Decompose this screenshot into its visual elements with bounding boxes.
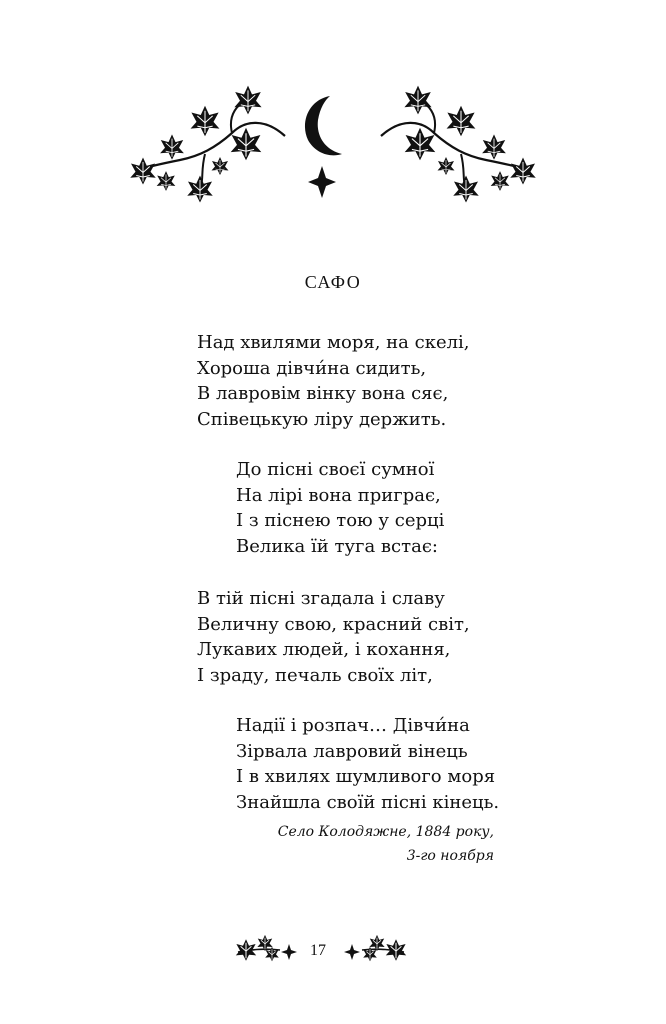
dateline	[278, 820, 494, 868]
page-number: 17	[310, 942, 326, 959]
ivy-leaves-icon	[236, 935, 280, 961]
poem-line: Велика їй туга встає:	[236, 535, 438, 557]
dateline-place-date: Село Колодяжне, 1884 року,	[277, 824, 494, 840]
header-ornament	[0, 78, 666, 208]
poem-line: Зірвала лавровий вінець	[236, 740, 468, 762]
stanza	[236, 457, 596, 559]
stanza	[197, 330, 557, 432]
poem-line: Знайшла своїй пісні кінець.	[236, 791, 500, 813]
ivy-branch-left-icon	[130, 86, 285, 203]
four-point-star-icon	[344, 944, 360, 960]
dateline-day: 3-го ноября	[406, 848, 494, 864]
poem-line: Співецькую ліру держить.	[197, 408, 447, 430]
poem-line: В лавровім вінку вона сяє,	[197, 383, 449, 405]
stanza	[197, 586, 557, 688]
poem-line: Величну свою, красний світ,	[197, 613, 470, 635]
poem-line: І в хвилях шумливого моря	[236, 766, 496, 788]
poem-line: В тій пісні згадала і славу	[197, 588, 445, 609]
poem-line: І зраду, печаль своїх літ,	[197, 664, 433, 686]
four-point-star-icon	[308, 166, 336, 198]
ivy-leaves-icon	[362, 935, 406, 961]
poem-line: Надії і розпач… Дівчи́на	[236, 715, 470, 736]
poem-line: До пісні своєї сумної	[236, 459, 435, 480]
poem-line: Хороша дівчи́на сидить,	[197, 357, 427, 379]
footer-ornament	[0, 930, 666, 970]
crescent-moon-icon	[305, 96, 342, 155]
four-point-star-icon	[281, 944, 297, 960]
stanza	[236, 713, 596, 815]
poem-line: Над хвилями моря, на скелі,	[197, 332, 470, 353]
poem-title: САФО	[304, 272, 362, 292]
poem-line: І з піснею тою у серці	[236, 510, 445, 532]
poem-line: Лукавих людей, і кохання,	[197, 639, 451, 661]
ivy-branch-right-icon	[381, 86, 536, 203]
poem-line: На лірі вона приграє,	[236, 484, 441, 506]
